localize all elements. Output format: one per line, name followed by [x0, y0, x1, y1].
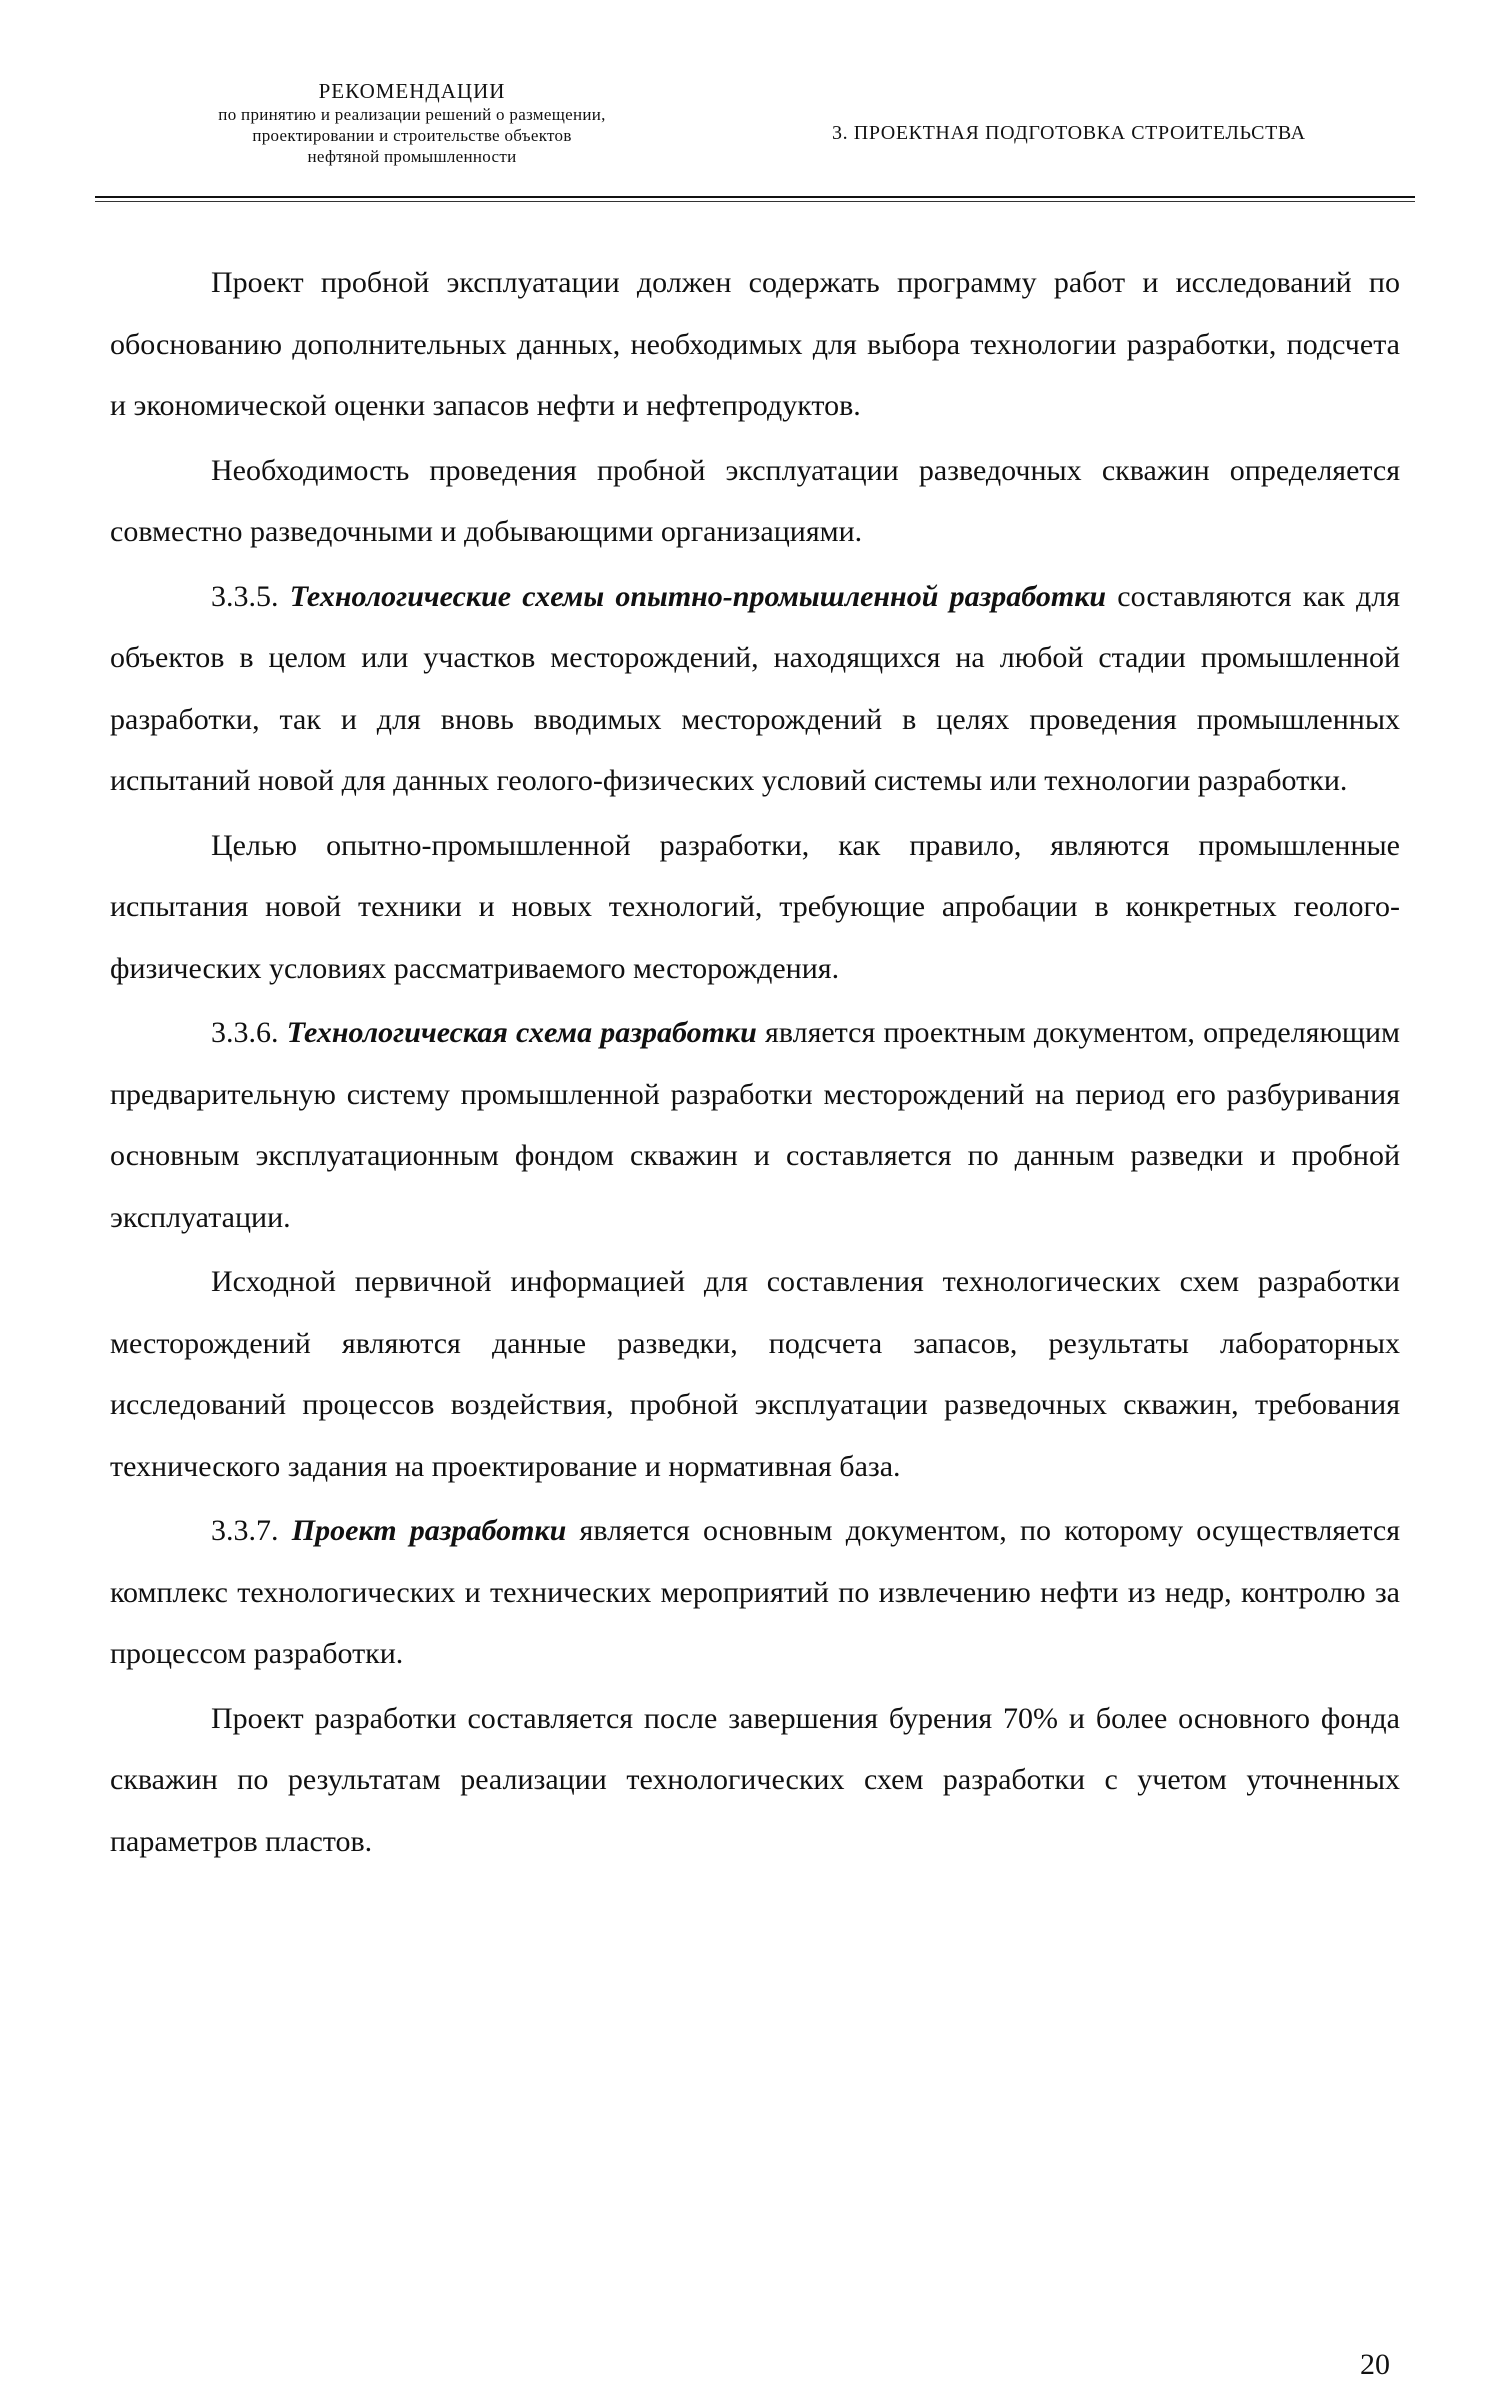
term-development-project: Проект разработки	[291, 1514, 567, 1547]
paragraph-6: Исходной первичной информацией для составления технологических схем разработки месторождений являются данные разведки, подсчета запасов, результаты лабораторных исследований процессов воздействия, пробной эксплуатации разведочных скважин, требования технического задания на проектирование и нормативная база.	[110, 1265, 1400, 1483]
paragraph-2: Необходимость проведения пробной эксплуатации разведочных скважин определяется совместно разведочными и добывающими организациями.	[110, 453, 1400, 548]
paragraph-8: Проект разработки составляется после завершения бурения 70% и более основного фонда скважин по результатам реализации технологических схем разработки с учетом уточненных параметров пластов.	[110, 1701, 1400, 1858]
section-number-3-3-5: 3.3.5.	[211, 579, 279, 613]
paragraph-5-text: является проектным документом, определяющим предварительную систему промышленной разработки месторождений на период его разбуривания основным эксплуатационным фондом скважин и составляется по данным разведки и пробной эксплуатации.	[110, 1016, 1401, 1234]
paragraph-7-text: является основным документом, по которому осуществляется комплекс технологических и технических мероприятий по извлечению нефти из недр, контролю за процессом разработки.	[110, 1514, 1401, 1670]
paragraph-7	[110, 1500, 1400, 1685]
header-rule-thin	[95, 201, 1415, 202]
term-technological-schemes-pilot: Технологические схемы опытно-промышленной разработки	[289, 579, 1107, 613]
paragraph-3	[110, 566, 1400, 812]
section-number-3-3-6: 3.3.6.	[211, 1016, 279, 1049]
header-document-title	[112, 78, 712, 167]
term-technological-scheme: Технологическая схема разработки	[286, 1016, 757, 1049]
paragraph-4: Целью опытно-промышленной разработки, как правило, являются промышленные испытания новой техники и новых технологий, требующие апробации в конкретных геолого-физических условиях рассматриваемого месторождения.	[110, 828, 1400, 985]
page-number: 20	[1360, 2348, 1390, 2381]
header-subtitle-line-2: проектировании и строительстве объектов	[252, 126, 572, 145]
header-subtitle-line-1: по принятию и реализации решений о размещении,	[218, 105, 606, 124]
page-body	[110, 252, 1400, 1872]
header-title: РЕКОМЕНДАЦИИ	[318, 79, 506, 103]
header-subtitle-line-3: нефтяной промышленности	[307, 147, 517, 166]
header-rule	[95, 196, 1415, 198]
section-number-3-3-7: 3.3.7.	[211, 1514, 279, 1547]
paragraph-5	[110, 1002, 1400, 1248]
page-header	[112, 78, 1412, 198]
header-section-title: 3. ПРОЕКТНАЯ ПОДГОТОВКА СТРОИТЕЛЬСТВА	[832, 122, 1306, 144]
paragraph-1: Проект пробной эксплуатации должен содержать программу работ и исследований по обоснованию дополнительных данных, необходимых для выбора технологии разработки, подсчета и экономической оценки запасов нефти и нефтепродуктов.	[110, 266, 1400, 422]
paragraph-3-text: составляются как для объектов в целом или участков месторождений, находящихся на любой стадии промышленной разработки, так и для вновь вводимых месторождений в целях проведения промышленных испытаний новой для данных геолого-физических условий системы или технологии разработки.	[110, 579, 1401, 797]
